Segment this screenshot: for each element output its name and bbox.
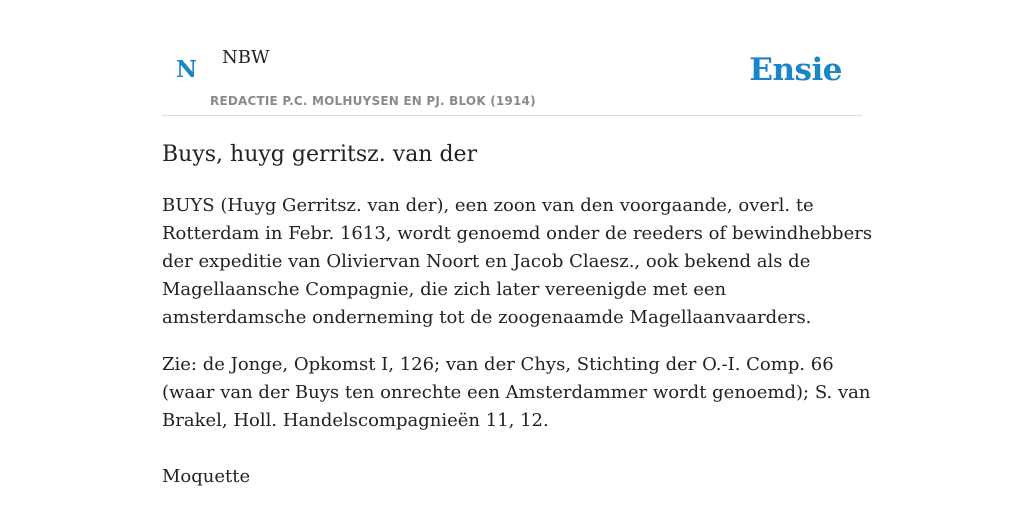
brand-logo[interactable]: Ensie <box>749 52 842 88</box>
source-title[interactable]: NBW <box>222 47 270 68</box>
source-logo[interactable]: N <box>176 56 198 83</box>
entry-paragraph: BUYS (Huyg Gerritsz. van der), een zoon van den voorgaande, overl. te Rotterdam in Febr. 1613, wordt genoemd onder de reeders of bewindhebbers der expeditie van Oliviervan Noort en Jacob Claesz., ook bekend als de Magellaansche Compagnie, die zich later vereenigde met een amsterdamsche onderneming tot de zoogenaamde Magellaanvaarders. <box>162 195 873 328</box>
references-paragraph: Zie: de Jonge, Opkomst I, 126; van der Chys, Stichting der O.-I. Comp. 66 (waar van der Buys ten onrechte een Amsterdammer wordt genoemd); S. van Brakel, Holl. Handelscompagnieën 11, 12. <box>162 354 871 431</box>
source-header <box>162 0 862 116</box>
document-page <box>162 0 873 487</box>
source-subtitle: REDACTIE P.C. MOLHUYSEN EN PJ. BLOK (1914) <box>210 94 536 108</box>
author-name: Moquette <box>162 466 251 487</box>
entry-title: Buys, huyg gerritsz. van der <box>162 142 478 167</box>
